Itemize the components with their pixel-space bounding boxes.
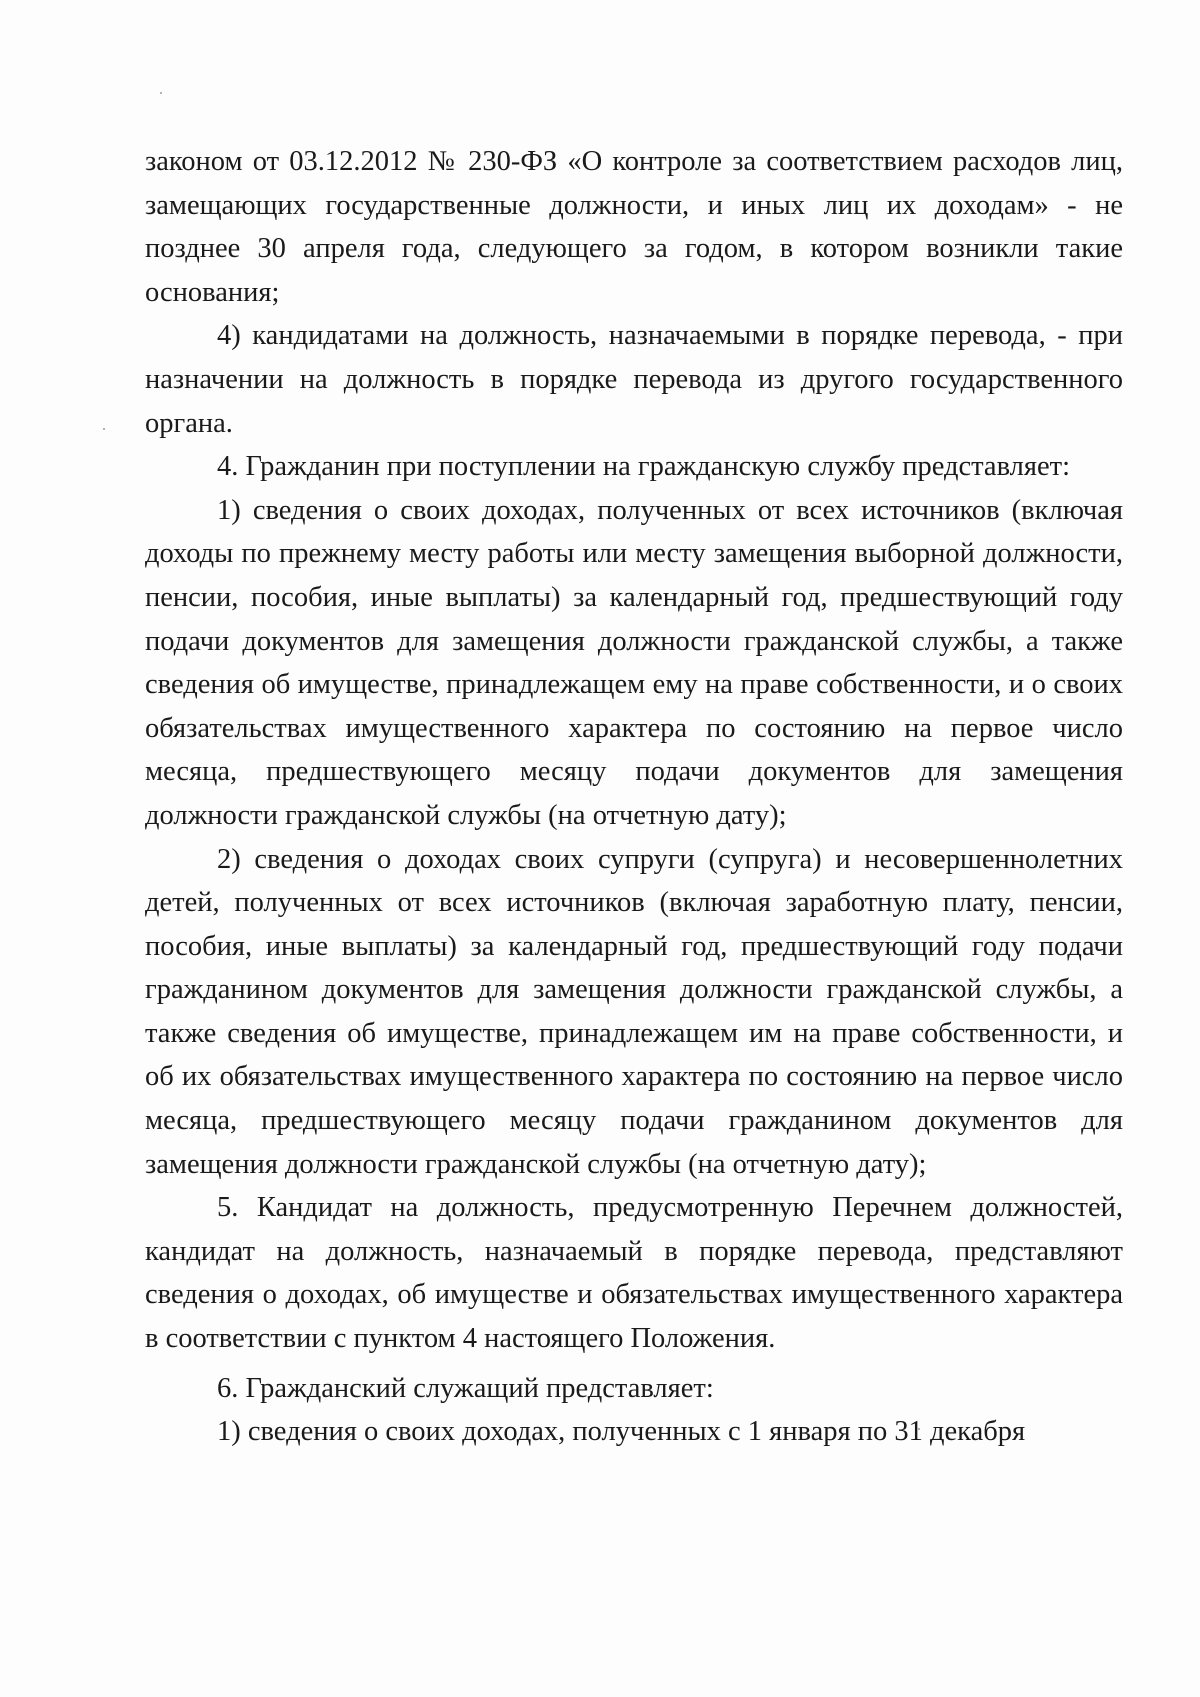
paragraph-section-4-item-1: 1) сведения о своих доходах, полученных от всех источников (включая доходы по прежнему месту работы или месту замещения выборной должности, пенсии, пособия, иные выплаты) за календарный год, предшествующий году подачи документов для замещения должности гражданской службы, а также сведения об имуществе, принадлежащем ему на праве собственности, и о своих обязательствах имущественного характера по состоянию на первое число месяца, предшествующего месяцу подачи документов для замещения должности гражданской службы (на отчетную дату);	[145, 494, 1123, 831]
scan-speck	[103, 428, 105, 430]
document-body	[145, 140, 1123, 1454]
paragraph-continuation: законом от 03.12.2012 № 230-ФЗ «О контроле за соответствием расходов лиц, замещающих государственные должности, и иных лиц их доходам» - не позднее 30 апреля года, следующего за годом, в котором возникли такие основания;	[145, 146, 1123, 308]
paragraph-section-5: 5. Кандидат на должность, предусмотренную Перечнем должностей, кандидат на должность, назначаемый в порядке перевода, представляют сведения о доходах, об имуществе и обязательствах имущественного характера в соответствии с пунктом 4 настоящего Положения.	[145, 1192, 1123, 1355]
paragraph-section-4-item-2: 2) сведения о доходах своих супруги (супруга) и несовершеннолетних детей, полученных от всех источников (включая заработную плату, пенсии, пособия, иные выплаты) за календарный год, предшествующий году подачи гражданином документов для замещения должности гражданской службы, а также сведения об имуществе, принадлежащем им на праве собственности, и об их обязательствах имущественного характера по состоянию на первое число месяца, предшествующего месяцу подачи гражданином документов для замещения должности гражданской службы (на отчетную дату);	[145, 843, 1123, 1180]
paragraph-section-6: 6. Гражданский служащий представляет:	[217, 1372, 714, 1404]
paragraph-section-6-item-1: 1) сведения о своих доходах, полученных с 1 января по 31 декабря	[217, 1416, 1026, 1448]
paragraph-section-4: 4. Гражданин при поступлении на гражданскую службу представляет:	[217, 451, 1071, 483]
paragraph-item-4-candidates: 4) кандидатами на должность, назначаемыми в порядке перевода, - при назначении на должность в порядке перевода из другого государственного органа.	[145, 320, 1123, 439]
scan-speck	[160, 92, 162, 94]
